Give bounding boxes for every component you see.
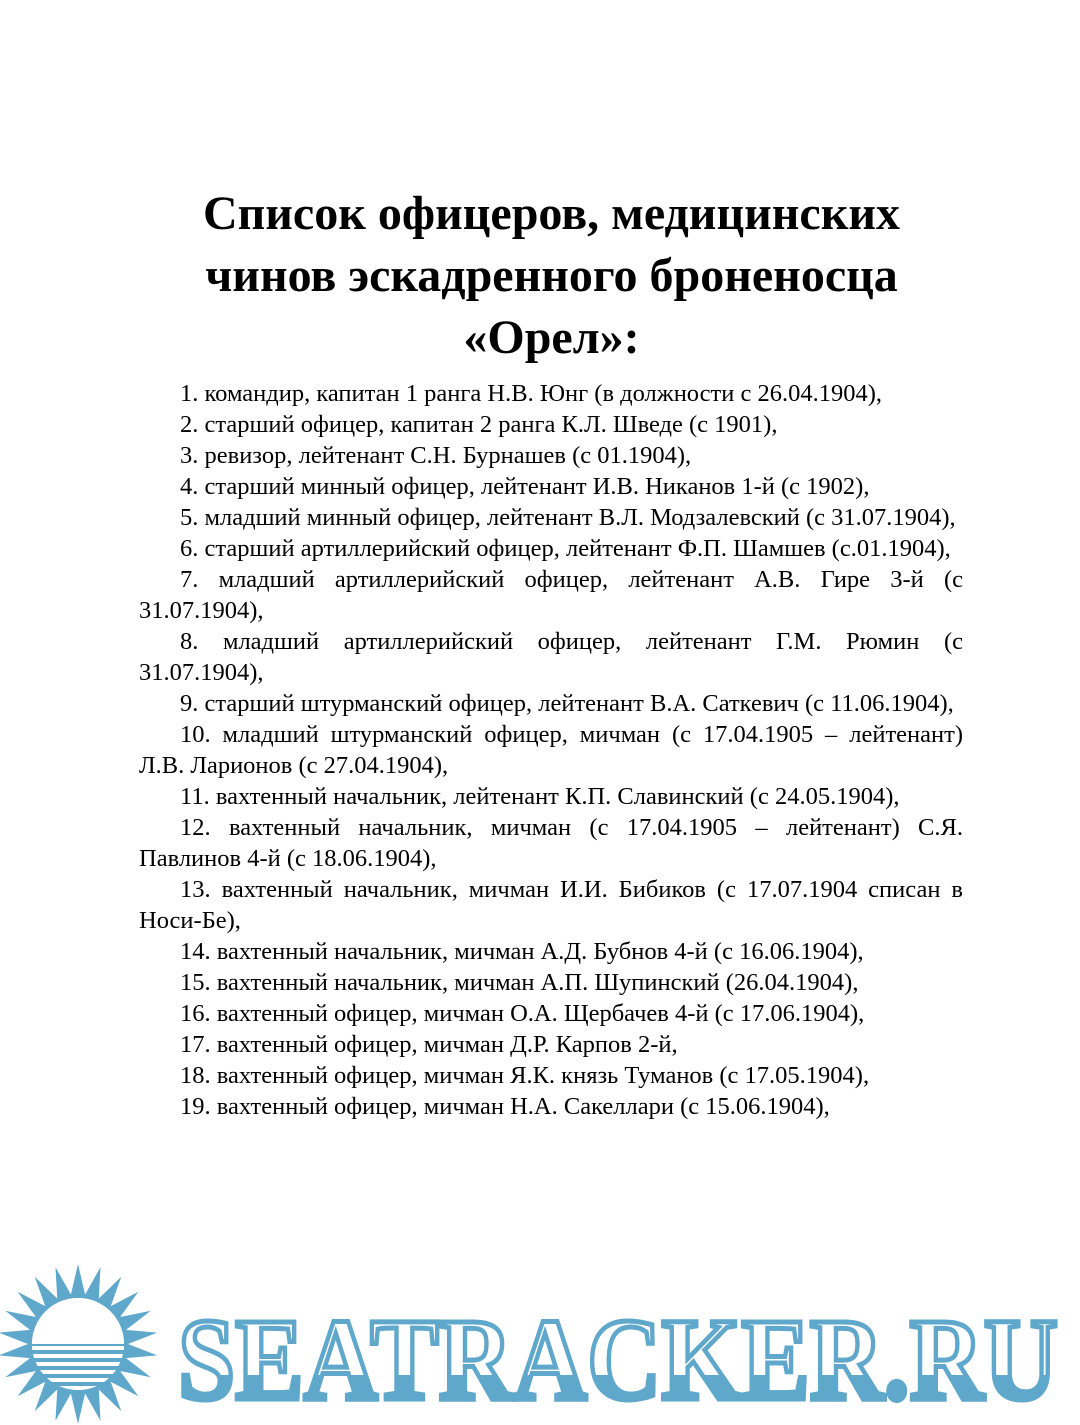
list-item: 19. вахтенный офицер, мичман Н.А. Сакеллари (с 15.06.1904), bbox=[180, 1093, 830, 1120]
list-item: 10. младший штурманский офицер, мичман (с 17.04.1905 – лейтенант) Л.В. Ларионов (с 27.04.1904), bbox=[139, 721, 963, 779]
list-item: 16. вахтенный офицер, мичман О.А. Щербачев 4-й (с 17.06.1904), bbox=[180, 1000, 865, 1027]
page-title bbox=[140, 183, 963, 369]
list-item: 6. старший артиллерийский офицер, лейтенант Ф.П. Шамшев (с.01.1904), bbox=[180, 535, 951, 562]
list-item: 2. старший офицер, капитан 2 ранга К.Л. Шведе (с 1901), bbox=[180, 411, 778, 438]
title-line-2: чинов эскадренного броненосца bbox=[205, 249, 898, 302]
list-item: 11. вахтенный начальник, лейтенант К.П. Славинский (с 24.05.1904), bbox=[180, 783, 900, 810]
list-item: 3. ревизор, лейтенант С.Н. Бурнашев (с 01.1904), bbox=[180, 442, 692, 469]
list-item: 13. вахтенный начальник, мичман И.И. Бибиков (с 17.07.1904 списан в Носи-Бе), bbox=[139, 876, 963, 934]
list-item: 12. вахтенный начальник, мичман (с 17.04.1905 – лейтенант) С.Я. Павлинов 4-й (с 18.06.1904), bbox=[139, 814, 963, 872]
list-item: 4. старший минный офицер, лейтенант И.В. Никанов 1-й (с 1902), bbox=[180, 473, 870, 500]
title-line-1: Список офицеров, медицинских bbox=[202, 187, 901, 240]
title-line-3: «Орел»: bbox=[463, 311, 640, 364]
watermark-text: SEATRACKER.RU bbox=[178, 1294, 1058, 1425]
list-item: 9. старший штурманский офицер, лейтенант В.А. Саткевич (с 11.06.1904), bbox=[180, 690, 954, 717]
list-item: 18. вахтенный офицер, мичман Я.К. князь Туманов (с 17.05.1904), bbox=[180, 1062, 870, 1089]
officer-list bbox=[139, 378, 963, 1122]
list-item: 7. младший артиллерийский офицер, лейтенант А.В. Гире 3-й (с 31.07.1904), bbox=[139, 566, 963, 624]
list-item: 5. младший минный офицер, лейтенант В.Л. Модзалевский (с 31.07.1904), bbox=[180, 504, 956, 531]
sunburst-icon bbox=[0, 1264, 157, 1424]
list-item: 17. вахтенный офицер, мичман Д.Р. Карпов 2-й, bbox=[180, 1031, 678, 1058]
list-item: 15. вахтенный начальник, мичман А.П. Шупинский (26.04.1904), bbox=[180, 969, 859, 996]
site-watermark bbox=[0, 1262, 1080, 1425]
list-item: 8. младший артиллерийский офицер, лейтенант Г.М. Рюмин (с 31.07.1904), bbox=[139, 628, 963, 686]
list-item: 14. вахтенный начальник, мичман А.Д. Бубнов 4-й (с 16.06.1904), bbox=[180, 938, 864, 965]
list-item: 1. командир, капитан 1 ранга Н.В. Юнг (в должности с 26.04.1904), bbox=[180, 380, 883, 407]
